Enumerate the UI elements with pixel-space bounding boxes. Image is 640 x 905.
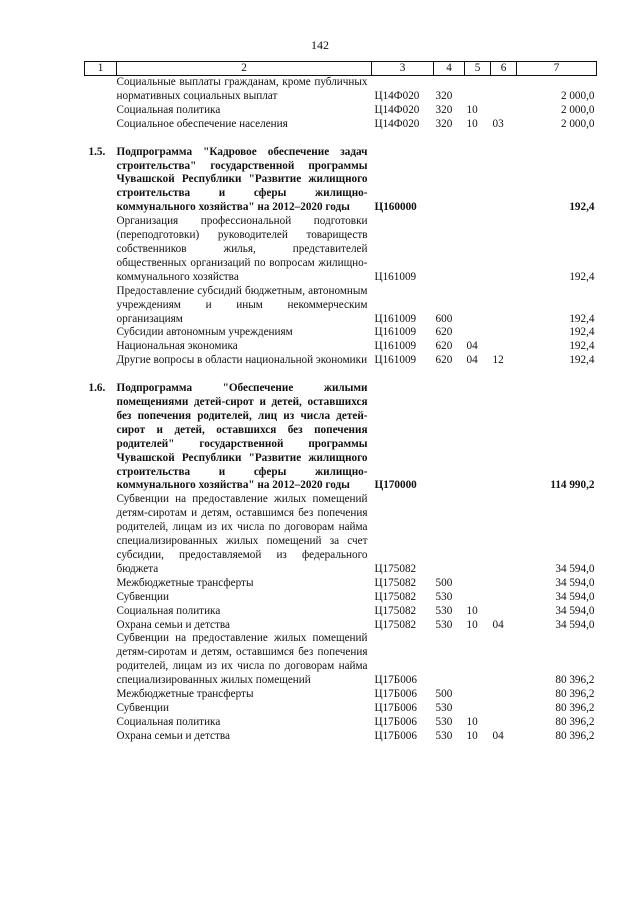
- table-row: [85, 577, 597, 591]
- table-row: [85, 619, 597, 633]
- table-row: [85, 716, 597, 730]
- row-number: [85, 730, 117, 744]
- row-name: Социальная политика: [116, 103, 221, 116]
- row-number: [85, 632, 117, 688]
- row-number: [85, 591, 117, 605]
- row-c5: 10: [466, 604, 478, 617]
- row-c4: 320: [435, 103, 453, 116]
- subprogram-row: [85, 146, 597, 216]
- row-amount: 34 594,0: [555, 562, 595, 575]
- subprogram-row: [85, 382, 597, 493]
- row-c4: 530: [435, 701, 453, 714]
- row-amount: 2 000,0: [560, 89, 595, 102]
- table-row: [85, 215, 597, 285]
- row-name: Субвенции: [116, 701, 169, 714]
- row-amount: 192,4: [569, 340, 595, 353]
- subprogram-c4: [434, 382, 465, 493]
- row-number: [85, 285, 117, 327]
- row-c4: [434, 215, 465, 285]
- row-code: Ц14Ф020: [374, 89, 420, 102]
- row-c4: 530: [435, 604, 453, 617]
- row-amount: 34 594,0: [555, 576, 595, 589]
- subprogram-code: Ц160000: [374, 201, 417, 214]
- row-c4: 620: [435, 354, 453, 367]
- subprogram-code: Ц170000: [374, 479, 417, 492]
- row-number: [85, 215, 117, 285]
- subprogram-c6: [491, 146, 517, 216]
- row-c5: [465, 493, 491, 576]
- row-c5: 04: [466, 340, 478, 353]
- row-c5: [465, 285, 491, 327]
- table-body: [85, 76, 597, 744]
- subprogram-c5: [465, 146, 491, 216]
- row-code: Ц161009: [374, 326, 417, 339]
- table-row: [85, 632, 597, 688]
- row-c4: 500: [435, 688, 453, 701]
- row-c5: 10: [466, 618, 478, 631]
- row-c5: [465, 326, 491, 340]
- row-code: Ц17Б006: [374, 701, 417, 714]
- subprogram-amount: 114 990,2: [550, 479, 595, 492]
- table-row: [85, 118, 597, 132]
- row-amount: 34 594,0: [555, 590, 595, 603]
- table-row: [85, 688, 597, 702]
- row-amount: 34 594,0: [555, 604, 595, 617]
- row-code: Ц17Б006: [374, 674, 417, 687]
- row-c4: 600: [435, 312, 453, 325]
- row-c5: [465, 702, 491, 716]
- row-c6: 04: [492, 729, 504, 742]
- row-number: [85, 104, 117, 118]
- row-name: Охрана семьи и детства: [116, 618, 230, 631]
- row-code: Ц14Ф020: [374, 103, 420, 116]
- row-code: Ц175082: [374, 618, 417, 631]
- row-c6: [491, 104, 517, 118]
- row-c5: [465, 577, 491, 591]
- row-code: Ц161009: [374, 312, 417, 325]
- row-amount: 2 000,0: [560, 103, 595, 116]
- row-c5: [465, 632, 491, 688]
- row-c5: [465, 591, 491, 605]
- row-c5: [465, 215, 491, 285]
- budget-table: [84, 61, 597, 744]
- row-c4: 530: [435, 618, 453, 631]
- row-c5: 10: [466, 715, 478, 728]
- header-col-7: 7: [517, 62, 597, 76]
- page-number: 142: [311, 38, 329, 52]
- row-c5: 10: [466, 729, 478, 742]
- table-row: [85, 340, 597, 354]
- row-amount: 80 396,2: [555, 701, 595, 714]
- row-name: Социальная политика: [116, 604, 221, 617]
- row-name: Субвенции: [116, 590, 169, 603]
- row-c6: [491, 76, 517, 104]
- row-number: [85, 493, 117, 576]
- row-c6: 04: [492, 618, 504, 631]
- row-c6: [491, 632, 517, 688]
- row-c4: [434, 632, 465, 688]
- header-col-5: 5: [465, 62, 491, 76]
- row-c5: 10: [466, 103, 478, 116]
- row-c4: 530: [435, 715, 453, 728]
- subprogram-title: Подпрограмма "Обеспечение жилыми помещениями детей-сирот и детей, оставшихся без попечения родителей, лиц из числа детей-сирот и детей, оставшихся без попечения родителей" государственной программы Чувашской Республики "Развитие жилищного строительства и сферы жилищно-коммунального хозяйства" на 2012–2020 годы: [116, 382, 368, 492]
- row-code: Ц17Б006: [374, 729, 417, 742]
- row-c4: 620: [435, 326, 453, 339]
- row-name: Социальные выплаты гражданам, кроме публичных нормативных социальных выплат: [116, 76, 368, 102]
- subprogram-c5: [465, 382, 491, 493]
- row-amount: 80 396,2: [555, 674, 595, 687]
- table-row: [85, 104, 597, 118]
- header-col-4: 4: [434, 62, 465, 76]
- row-name: Социальное обеспечение населения: [116, 117, 288, 130]
- row-c4: 530: [435, 729, 453, 742]
- row-code: Ц161009: [374, 340, 417, 353]
- section-spacer: [85, 132, 597, 146]
- row-code: Ц175082: [374, 604, 417, 617]
- row-amount: 80 396,2: [555, 729, 595, 742]
- row-c4: 320: [435, 89, 453, 102]
- row-code: Ц175082: [374, 562, 417, 575]
- row-c5: [465, 688, 491, 702]
- row-number: [85, 619, 117, 633]
- row-c6: [491, 716, 517, 730]
- row-c4: 530: [435, 590, 453, 603]
- row-c6: 03: [492, 117, 504, 130]
- subprogram-amount: 192,4: [569, 201, 595, 214]
- row-number: [85, 340, 117, 354]
- row-number: [85, 354, 117, 368]
- row-number: [85, 326, 117, 340]
- section-number: 1.6.: [88, 382, 106, 395]
- table-row: [85, 285, 597, 327]
- row-c6: [491, 340, 517, 354]
- table-header: [85, 62, 597, 76]
- section-number: 1.5.: [88, 145, 106, 158]
- table-row: [85, 76, 597, 104]
- row-c4: 320: [435, 117, 453, 130]
- row-code: Ц175082: [374, 590, 417, 603]
- table-row: [85, 702, 597, 716]
- row-c6: [491, 591, 517, 605]
- row-name: Организация профессиональной подготовки (переподготовки) руководителей товариществ собственников жилья, представителей общественных организаций по вопросам жилищно-коммунального хозяйства: [116, 215, 368, 283]
- row-amount: 2 000,0: [560, 117, 595, 130]
- row-c4: 500: [435, 576, 453, 589]
- row-number: [85, 118, 117, 132]
- row-amount: 192,4: [569, 270, 595, 283]
- row-c6: [491, 285, 517, 327]
- row-c6: [491, 326, 517, 340]
- row-c6: [491, 215, 517, 285]
- row-number: [85, 605, 117, 619]
- row-number: [85, 702, 117, 716]
- row-code: Ц161009: [374, 354, 417, 367]
- header-col-1: 1: [85, 62, 117, 76]
- row-amount: 80 396,2: [555, 715, 595, 728]
- row-number: [85, 688, 117, 702]
- row-code: Ц161009: [374, 270, 417, 283]
- row-c4: 620: [435, 340, 453, 353]
- row-code: Ц17Б006: [374, 688, 417, 701]
- row-code: Ц175082: [374, 576, 417, 589]
- row-amount: 192,4: [569, 312, 595, 325]
- row-c4: [434, 493, 465, 576]
- row-name: Субвенции на предоставление жилых помещений детям-сиротам и детям, оставшимся без попечения родителей, лицам из их числа по договорам найма специализированных жилых помещений: [116, 632, 368, 687]
- row-name: Субсидии автономным учреждениям: [116, 326, 293, 339]
- row-name: Национальная экономика: [116, 340, 238, 353]
- table-row: [85, 591, 597, 605]
- row-amount: 192,4: [569, 326, 595, 339]
- row-c6: [491, 688, 517, 702]
- table-row: [85, 354, 597, 368]
- row-c6: 12: [492, 354, 504, 367]
- row-number: [85, 577, 117, 591]
- header-col-3: 3: [372, 62, 434, 76]
- row-name: Предоставление субсидий бюджетным, автономным учреждениям и иным некоммерческим организациям: [116, 284, 368, 325]
- row-number: [85, 76, 117, 104]
- row-name: Другие вопросы в области национальной экономики: [116, 354, 368, 367]
- row-name: Охрана семьи и детства: [116, 729, 230, 742]
- table-row: [85, 326, 597, 340]
- row-c6: [491, 493, 517, 576]
- row-name: Субвенции на предоставление жилых помещений детям-сиротам и детям, оставшимся без попечения родителей, лицам из их числа по договорам найма специализированных жилых помещений за счет субсидии, предоставляемой из федерального бюджета: [116, 493, 368, 575]
- row-code: Ц17Б006: [374, 715, 417, 728]
- subprogram-title: Подпрограмма "Кадровое обеспечение задач строительства" государственной программы Чувашской Республики "Развитие жилищного строительства и сферы жилищно-коммунального хозяйства" на 2012–2020 годы: [116, 145, 368, 214]
- row-c6: [491, 605, 517, 619]
- header-col-6: 6: [491, 62, 517, 76]
- row-c5: 10: [466, 117, 478, 130]
- row-name: Межбюджетные трансферты: [116, 576, 254, 589]
- row-c5: 04: [466, 354, 478, 367]
- row-name: Социальная политика: [116, 715, 221, 728]
- row-c6: [491, 702, 517, 716]
- row-number: [85, 716, 117, 730]
- row-name: Межбюджетные трансферты: [116, 688, 254, 701]
- header-col-2: 2: [117, 62, 372, 76]
- table-row: [85, 730, 597, 744]
- table-row: [85, 605, 597, 619]
- row-c5: [465, 76, 491, 104]
- section-spacer: [85, 368, 597, 382]
- subprogram-c6: [491, 382, 517, 493]
- row-c6: [491, 577, 517, 591]
- row-amount: 192,4: [569, 354, 595, 367]
- subprogram-c4: [434, 146, 465, 216]
- table-row: [85, 493, 597, 576]
- row-amount: 34 594,0: [555, 618, 595, 631]
- row-code: Ц14Ф020: [374, 117, 420, 130]
- row-amount: 80 396,2: [555, 688, 595, 701]
